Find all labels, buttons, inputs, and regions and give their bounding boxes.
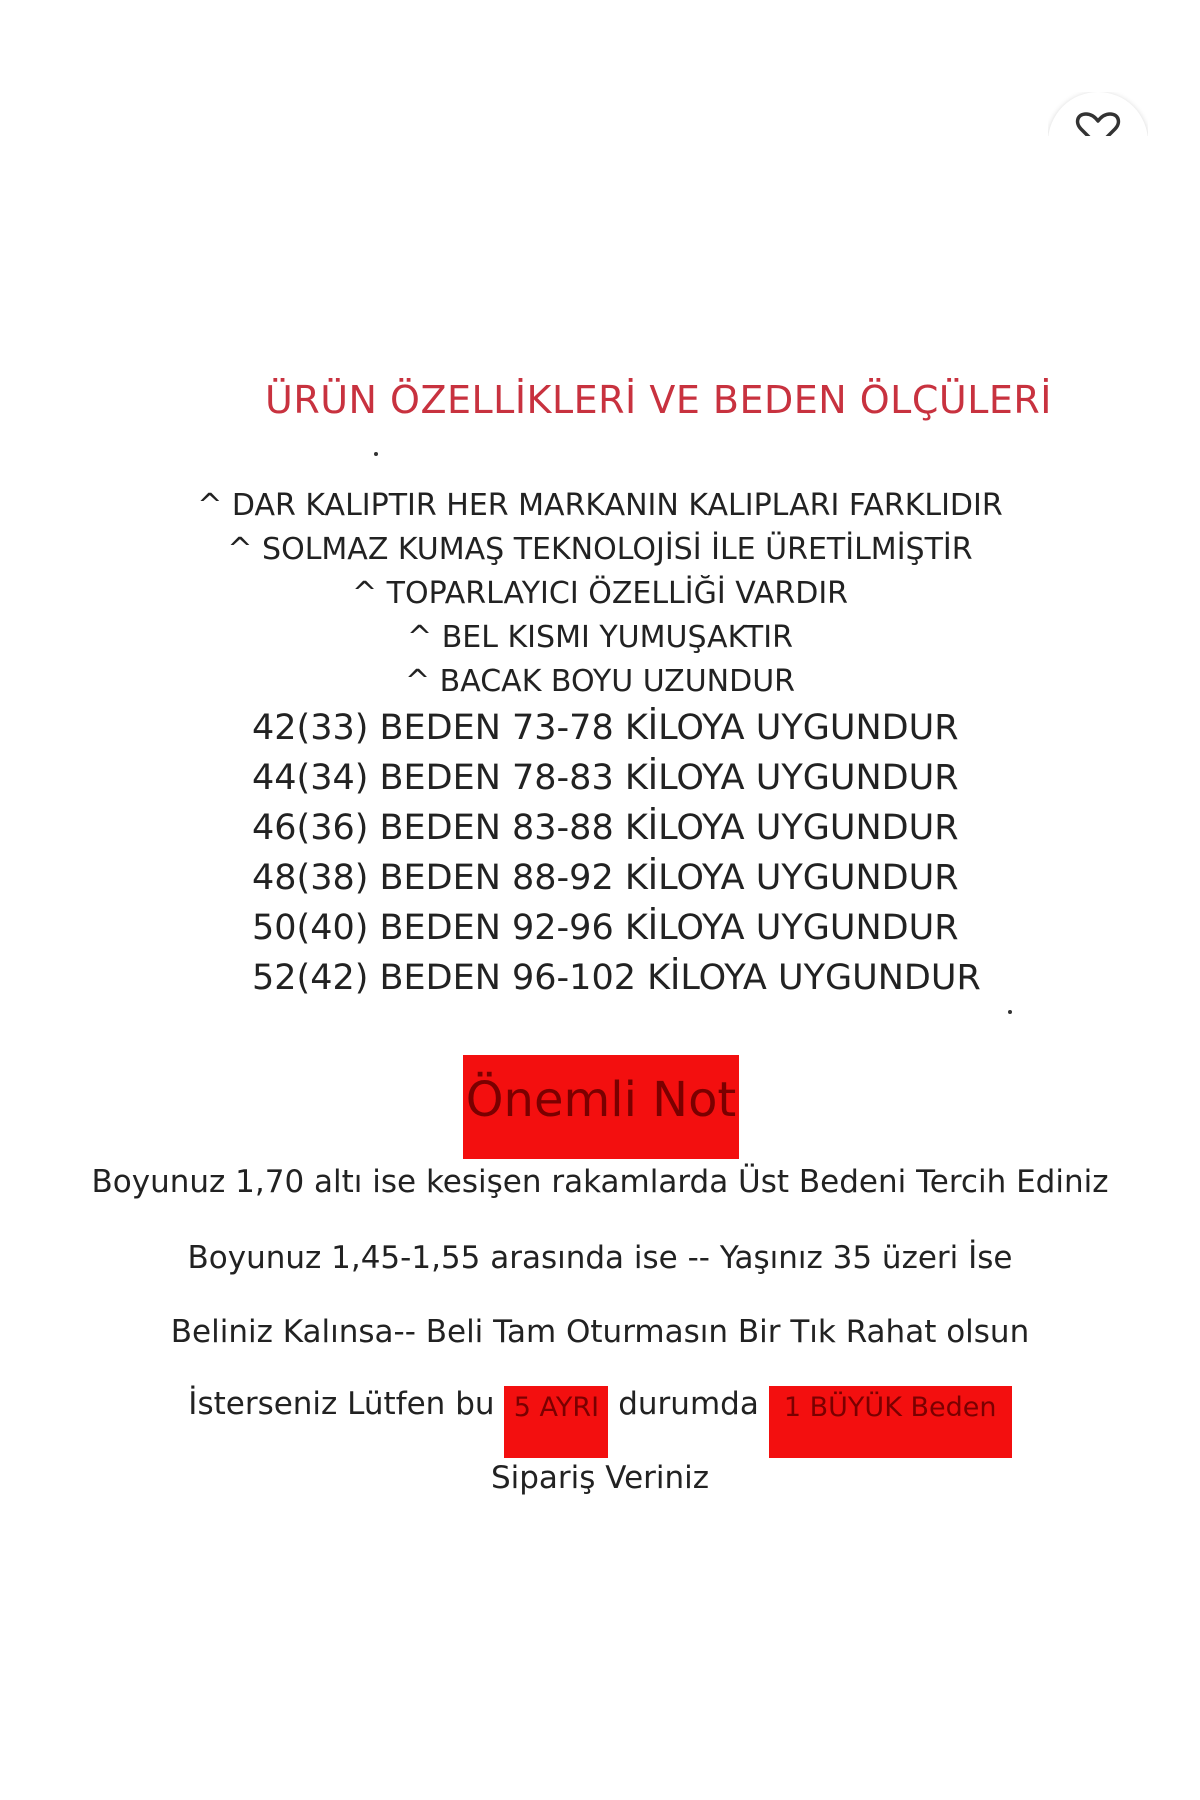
- highlight-five-cases: 5 AYRI: [504, 1386, 608, 1458]
- size-row: 46(36) BEDEN 83-88 KİLOYA UYGUNDUR: [252, 808, 959, 848]
- important-note-label: Önemli Not: [465, 1072, 737, 1128]
- note-text: durumda: [608, 1386, 769, 1422]
- size-row: 44(34) BEDEN 78-83 KİLOYA UYGUNDUR: [252, 758, 959, 798]
- size-row: 48(38) BEDEN 88-92 KİLOYA UYGUNDUR: [252, 858, 959, 898]
- feature-item: ^ DAR KALIPTIR HER MARKANIN KALIPLARI FARKLIDIR: [197, 488, 1003, 523]
- feature-item: ^ TOPARLAYICI ÖZELLİĞİ VARDIR: [351, 576, 849, 611]
- feature-item: ^ BEL KISMI YUMUŞAKTIR: [407, 620, 793, 655]
- highlight-one-size-up: 1 BÜYÜK Beden: [769, 1386, 1012, 1458]
- note-line: Boyunuz 1,70 altı ise kesişen rakamlarda Üst Bedeni Tercih Ediniz: [91, 1164, 1109, 1200]
- heart-outline-icon: [1074, 110, 1122, 136]
- size-row: 42(33) BEDEN 73-78 KİLOYA UYGUNDUR: [252, 708, 959, 748]
- favorite-button[interactable]: [1048, 92, 1148, 136]
- note-line: Beliniz Kalınsa-- Beli Tam Oturmasın Bir Tık Rahat olsun: [170, 1314, 1030, 1350]
- note-line-highlighted: [0, 1386, 1200, 1458]
- stray-dot: [1008, 1010, 1012, 1014]
- note-text: İsterseniz Lütfen bu: [188, 1386, 505, 1422]
- size-row: 52(42) BEDEN 96-102 KİLOYA UYGUNDUR: [252, 958, 981, 998]
- stray-dot: [374, 452, 378, 456]
- closing-line: Sipariş Veriniz: [490, 1460, 710, 1496]
- page-title: ÜRÜN ÖZELLİKLERİ VE BEDEN ÖLÇÜLERİ: [265, 378, 1052, 422]
- size-row: 50(40) BEDEN 92-96 KİLOYA UYGUNDUR: [252, 908, 959, 948]
- feature-item: ^ BACAK BOYU UZUNDUR: [404, 664, 796, 699]
- feature-item: ^ SOLMAZ KUMAŞ TEKNOLOJİSİ İLE ÜRETİLMİŞTİR: [227, 532, 973, 567]
- note-line: Boyunuz 1,45-1,55 arasında ise -- Yaşınız 35 üzeri İse: [187, 1240, 1013, 1276]
- important-note-heading: [463, 1055, 739, 1159]
